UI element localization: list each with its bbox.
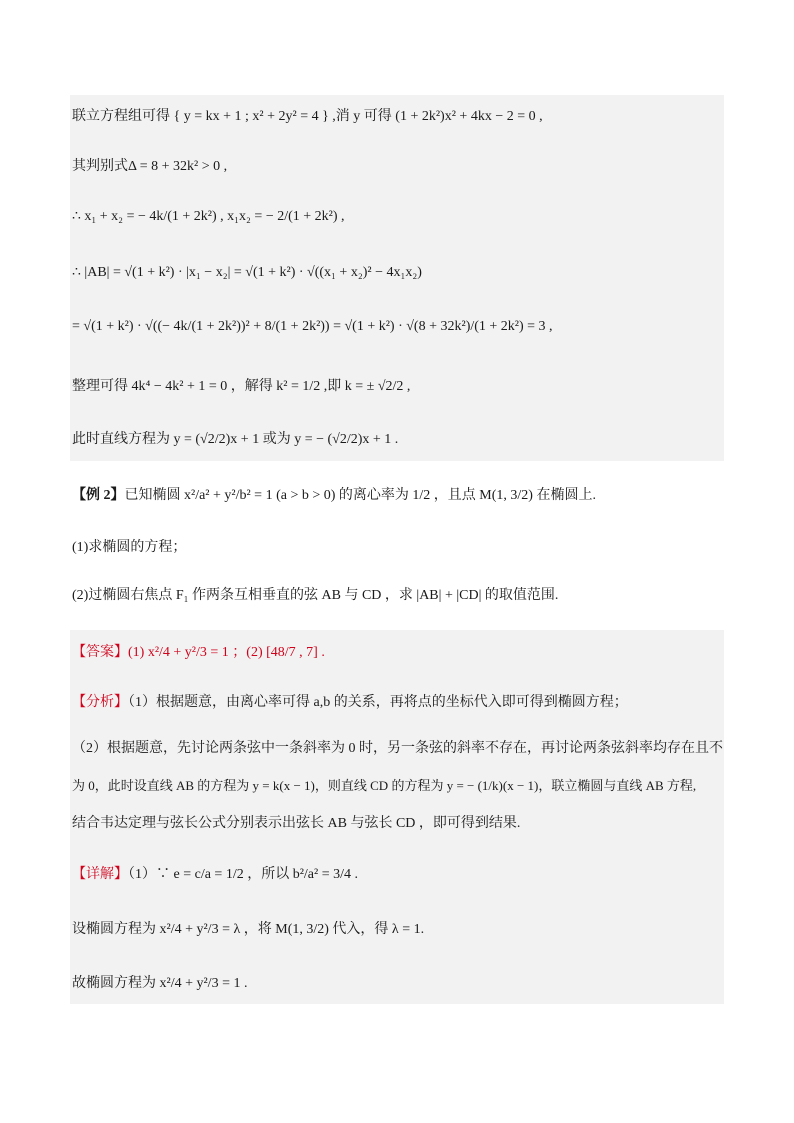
text-line: ∴ x₁ + x₂ = − 4k/(1 + 2k²) , x₁x₂ = − 2/(1 + 2k²) , — [72, 209, 345, 224]
answer-tag: 【答案】 — [72, 645, 128, 660]
text-line: 其判别式Δ = 8 + 32k² > 0 , — [72, 159, 228, 174]
analysis-text: （1）根据题意，由离心率可得 a,b 的关系，再将点的坐标代入即可得到椭圆方程； — [128, 695, 628, 710]
text-line: （2）根据题意，先讨论两条弦中一条斜率为 0 时，另一条弦的斜率不存在，再讨论两条弦斜率均存在且不 — [72, 741, 723, 756]
question-1: (1)求椭圆的方程； — [72, 540, 187, 555]
answer-text: (1) x²/4 + y²/3 = 1 ；(2) [48/7 , 7] . — [128, 645, 325, 660]
detail-tag: 【详解】 — [72, 867, 128, 882]
example-stem — [72, 486, 596, 506]
text-line: 设椭圆方程为 x²/4 + y²/3 = λ ，将 M(1, 3/2) 代入，得 λ = 1. — [72, 922, 425, 937]
text-line: 结合韦达定理与弦长公式分别表示出弦长 AB 与弦长 CD ，即可得到结果. — [72, 816, 521, 831]
example-tag: 【例 2】 — [72, 488, 125, 503]
text-line: 故椭圆方程为 x²/4 + y²/3 = 1 . — [72, 976, 248, 991]
text-line: 联立方程组可得 { y = kx + 1 ; x² + 2y² = 4 } ,消 y 可得 (1 + 2k²)x² + 4kx − 2 = 0 , — [72, 109, 543, 124]
analysis-tag: 【分析】 — [72, 695, 128, 710]
text-line: 为 0，此时设直线 AB 的方程为 y = k(x − 1)，则直线 CD 的方程为 y = − (1/k)(x − 1)，联立椭圆与直线 AB 方程, — [72, 778, 697, 793]
detail-text: （1）∵ e = c/a = 1/2 ，所以 b²/a² = 3/4 . — [128, 867, 358, 882]
text-line: 此时直线方程为 y = (√2/2)x + 1 或为 y = − (√2/2)x + 1 . — [72, 432, 399, 447]
question-2: (2)过椭圆右焦点 F₁ 作两条互相垂直的弦 AB 与 CD ，求 |AB| + |CD| 的取值范围. — [72, 588, 559, 603]
text-line: = √(1 + k²) · √((− 4k/(1 + 2k²))² + 8/(1 + 2k²)) = √(1 + k²) · √(8 + 32k²)/(1 + 2k²) = 3 , — [72, 319, 553, 334]
answer-line — [72, 643, 325, 663]
example-stem-text: 已知椭圆 x²/a² + y²/b² = 1 (a > b > 0) 的离心率为 1/2 ，且点 M(1, 3/2) 在椭圆上. — [124, 488, 596, 503]
text-line: 整理可得 4k⁴ − 4k² + 1 = 0 ，解得 k² = 1/2 ,即 k = ± √2/2 , — [72, 379, 411, 394]
text-line: ∴ |AB| = √(1 + k²) · |x₁ − x₂| = √(1 + k²) · √((x₁ + x₂)² − 4x₁x₂) — [72, 265, 422, 280]
detail-line — [72, 865, 358, 885]
analysis-line — [72, 693, 628, 713]
